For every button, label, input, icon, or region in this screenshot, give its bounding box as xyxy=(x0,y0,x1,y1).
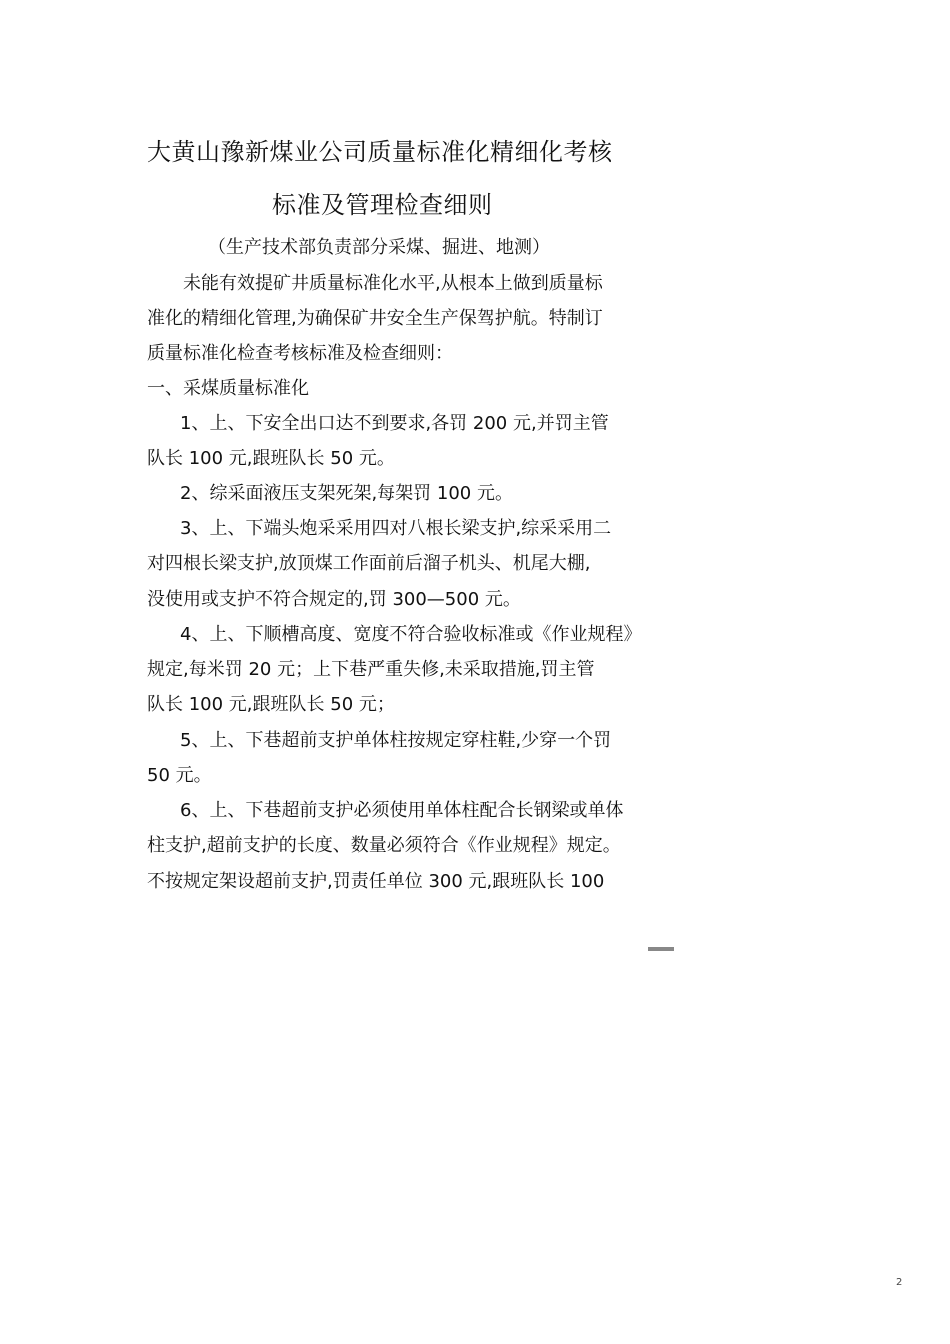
intro-line: 未能有效提矿井质量标准化水平,从根本上做到质量标 xyxy=(183,273,603,294)
document-title-line-2: 标准及管理检查细则 xyxy=(272,191,493,219)
intro-line: 准化的精细化管理,为确保矿井安全生产保驾护航。特制订 xyxy=(147,308,603,329)
section-heading: 一、采煤质量标准化 xyxy=(147,378,309,399)
item-line: 1、上、下安全出口达不到要求,各罚 200 元,并罚主管 xyxy=(180,413,609,434)
item-line: 3、上、下端头炮采采用四对八根长梁支护,综采采用二 xyxy=(180,518,612,539)
item-line: 4、上、下顺槽高度、宽度不符合验收标准或《作业规程》 xyxy=(180,624,642,645)
item-line: 没使用或支护不符合规定的,罚 300—500 元。 xyxy=(147,589,521,610)
item-line: 不按规定架设超前支护,罚责任单位 300 元,跟班队长 100 xyxy=(147,871,605,892)
document-subtitle: （生产技术部负责部分采煤、掘进、地测） xyxy=(208,237,550,258)
item-line: 50 元。 xyxy=(147,765,212,786)
item-line: 柱支护,超前支护的长度、数量必须符合《作业规程》规定。 xyxy=(147,835,621,856)
item-line: 规定,每米罚 20 元；上下巷严重失修,未采取措施,罚主管 xyxy=(147,659,595,680)
item-line: 2、综采面液压支架死架,每架罚 100 元。 xyxy=(180,483,513,504)
page-number: 2 xyxy=(896,1277,903,1288)
item-line: 队长 100 元,跟班队长 50 元； xyxy=(147,694,395,715)
item-line: 6、上、下巷超前支护必须使用单体柱配合长钢梁或单体 xyxy=(180,800,624,821)
divider-mark xyxy=(648,947,674,951)
item-line: 对四根长梁支护,放顶煤工作面前后溜子机头、机尾大棚, xyxy=(147,553,591,574)
intro-line: 质量标准化检查考核标准及检查细则： xyxy=(147,343,453,364)
document-title-line-1: 大黄山豫新煤业公司质量标准化精细化考核 xyxy=(147,138,613,166)
item-line: 5、上、下巷超前支护单体柱按规定穿柱鞋,少穿一个罚 xyxy=(180,730,612,751)
item-line: 队长 100 元,跟班队长 50 元。 xyxy=(147,448,395,469)
